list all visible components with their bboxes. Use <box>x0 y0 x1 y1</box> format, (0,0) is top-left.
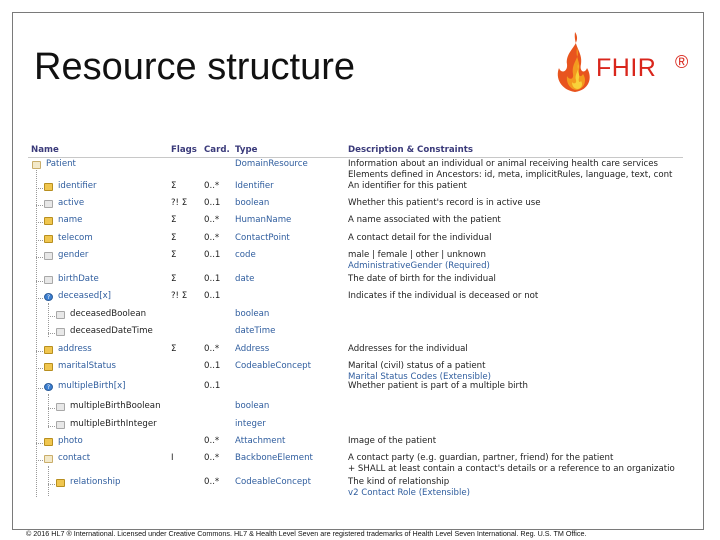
element-description: Whether patient is part of a multiple birth <box>348 381 528 391</box>
element-name[interactable]: Patient <box>46 159 76 169</box>
element-description: A contact party (e.g. guardian, partner, friend) for the patient <box>348 453 614 463</box>
element-type[interactable]: DomainResource <box>235 159 308 169</box>
element-type[interactable]: integer <box>235 419 266 429</box>
element-flags: ?! Σ <box>171 198 188 208</box>
header-flags: Flags <box>171 145 197 155</box>
header-type: Type <box>235 145 258 155</box>
tree-connector <box>48 484 55 485</box>
primitive-icon <box>56 328 65 336</box>
element-name[interactable]: maritalStatus <box>58 361 116 371</box>
datatype-icon <box>56 479 65 487</box>
table-row <box>28 274 683 288</box>
table-row <box>28 419 683 433</box>
table-row <box>28 233 683 247</box>
element-name[interactable]: gender <box>58 250 89 260</box>
table-row <box>28 181 683 195</box>
element-description: A name associated with the patient <box>348 215 501 225</box>
element-name[interactable]: telecom <box>58 233 93 243</box>
element-cardinality: 0..* <box>204 215 220 225</box>
tree-connector <box>48 333 55 334</box>
element-flags: Σ <box>171 233 177 243</box>
element-type[interactable]: ContactPoint <box>235 233 290 243</box>
resource-structure-table <box>28 143 683 501</box>
element-flags: ?! Σ <box>171 291 188 301</box>
tree-connector <box>48 426 55 427</box>
element-name[interactable]: multipleBirthBoolean <box>70 401 161 411</box>
fhir-logo <box>553 30 703 96</box>
element-name[interactable]: address <box>58 344 92 354</box>
primitive-icon <box>44 276 53 284</box>
element-name[interactable]: photo <box>58 436 83 446</box>
element-flags: Σ <box>171 250 177 260</box>
table-row <box>28 477 683 498</box>
element-flags: I <box>171 453 174 463</box>
choice-icon: ? <box>44 293 53 301</box>
element-cardinality: 0..1 <box>204 381 221 391</box>
element-description: An identifier for this patient <box>348 181 467 191</box>
element-type[interactable]: Identifier <box>235 181 274 191</box>
element-name[interactable]: name <box>58 215 83 225</box>
table-row <box>28 401 683 415</box>
datatype-icon <box>44 438 53 446</box>
header-description: Description & Constraints <box>348 145 473 155</box>
primitive-icon <box>44 252 53 260</box>
primitive-icon <box>56 403 65 411</box>
element-description-extra: + SHALL at least contain a contact's details or a reference to an organizatio <box>348 464 675 474</box>
element-cardinality: 0..1 <box>204 291 221 301</box>
tree-connector <box>36 368 43 369</box>
table-row <box>28 361 683 382</box>
table-row <box>28 326 683 340</box>
element-icon <box>44 455 53 463</box>
table-row <box>28 250 683 271</box>
table-row <box>28 309 683 323</box>
element-description-extra: Elements defined in Ancestors: id, meta, implicitRules, language, text, cont <box>348 170 673 180</box>
element-description-extra: AdministrativeGender (Required) <box>348 261 490 271</box>
element-name[interactable]: deceasedDateTime <box>70 326 153 336</box>
element-type[interactable]: boolean <box>235 309 270 319</box>
element-type[interactable]: CodeableConcept <box>235 477 311 487</box>
choice-icon: ? <box>44 383 53 391</box>
tree-connector <box>36 222 43 223</box>
tree-connector <box>48 408 55 409</box>
datatype-icon <box>44 217 53 225</box>
element-type[interactable]: boolean <box>235 401 270 411</box>
element-type[interactable]: date <box>235 274 255 284</box>
element-name[interactable]: identifier <box>58 181 97 191</box>
tree-connector <box>36 188 43 189</box>
primitive-icon <box>44 200 53 208</box>
element-type[interactable]: dateTime <box>235 326 276 336</box>
table-row <box>28 198 683 212</box>
element-description: Information about an individual or animal receiving health care services <box>348 159 658 169</box>
tree-connector <box>36 205 43 206</box>
element-flags: Σ <box>171 181 177 191</box>
element-cardinality: 0..* <box>204 436 220 446</box>
element-name[interactable]: multipleBirth[x] <box>58 381 126 391</box>
element-name[interactable]: active <box>58 198 85 208</box>
element-type[interactable]: BackboneElement <box>235 453 313 463</box>
element-name[interactable]: contact <box>58 453 91 463</box>
header-name: Name <box>31 145 59 155</box>
element-cardinality: 0..1 <box>204 198 221 208</box>
datatype-icon <box>44 346 53 354</box>
element-cardinality: 0..* <box>204 181 220 191</box>
tree-connector <box>36 351 43 352</box>
element-cardinality: 0..* <box>204 453 220 463</box>
element-cardinality: 0..1 <box>204 361 221 371</box>
element-name[interactable]: multipleBirthInteger <box>70 419 157 429</box>
copyright-footer: © 2016 HL7 ® International. Licensed under Creative Commons. HL7 & Health Level Seven are registered trademarks of Health Level Seven International. Reg. U.S. TM Office. <box>26 529 587 538</box>
element-description-extra: v2 Contact Role (Extensible) <box>348 488 471 498</box>
logo-text: FHIR <box>596 54 657 82</box>
element-description: The date of birth for the individual <box>348 274 496 284</box>
slide-title: Resource structure <box>34 46 356 88</box>
primitive-icon <box>56 421 65 429</box>
flame-icon <box>553 30 599 94</box>
primitive-icon <box>56 311 65 319</box>
datatype-icon <box>44 363 53 371</box>
element-description: A contact detail for the individual <box>348 233 492 243</box>
element-type[interactable]: Attachment <box>235 436 286 446</box>
element-cardinality: 0..1 <box>204 274 221 284</box>
element-cardinality: 0..* <box>204 477 220 487</box>
element-description: Image of the patient <box>348 436 437 446</box>
element-name[interactable]: deceased[x] <box>58 291 112 301</box>
tree-connector <box>36 281 43 282</box>
element-type[interactable]: Address <box>235 344 270 354</box>
tree-connector <box>36 240 43 241</box>
element-type[interactable]: boolean <box>235 198 270 208</box>
element-name[interactable]: deceasedBoolean <box>70 309 147 319</box>
element-type[interactable]: CodeableConcept <box>235 361 311 371</box>
element-description: male | female | other | unknown <box>348 250 486 260</box>
tree-connector <box>48 316 55 317</box>
datatype-icon <box>44 235 53 243</box>
element-description: Indicates if the individual is deceased or not <box>348 291 539 301</box>
element-type[interactable]: code <box>235 250 256 260</box>
datatype-icon <box>44 183 53 191</box>
element-flags: Σ <box>171 274 177 284</box>
tree-connector <box>36 298 43 299</box>
table-row <box>28 436 683 450</box>
element-flags: Σ <box>171 344 177 354</box>
table-header <box>28 143 683 158</box>
header-card: Card. <box>204 145 230 155</box>
element-description: Whether this patient's record is in active use <box>348 198 541 208</box>
element-description: The kind of relationship <box>348 477 450 487</box>
element-description: Marital (civil) status of a patient <box>348 361 486 371</box>
element-description: Addresses for the individual <box>348 344 468 354</box>
element-cardinality: 0..1 <box>204 250 221 260</box>
tree-connector <box>36 443 43 444</box>
table-row <box>28 381 683 395</box>
table-row <box>28 291 683 305</box>
registered-mark: ® <box>675 52 689 72</box>
tree-connector <box>36 257 43 258</box>
tree-connector <box>36 460 43 461</box>
element-cardinality: 0..* <box>204 344 220 354</box>
table-row <box>28 159 683 180</box>
element-name[interactable]: relationship <box>70 477 121 487</box>
element-description-extra: Marital Status Codes (Extensible) <box>348 372 492 382</box>
element-flags: Σ <box>171 215 177 225</box>
resource-icon <box>32 161 41 169</box>
element-cardinality: 0..* <box>204 233 220 243</box>
tree-connector <box>36 388 43 389</box>
element-type[interactable]: HumanName <box>235 215 292 225</box>
element-name[interactable]: birthDate <box>58 274 99 284</box>
table-row <box>28 215 683 229</box>
table-row <box>28 344 683 358</box>
table-row <box>28 453 683 474</box>
